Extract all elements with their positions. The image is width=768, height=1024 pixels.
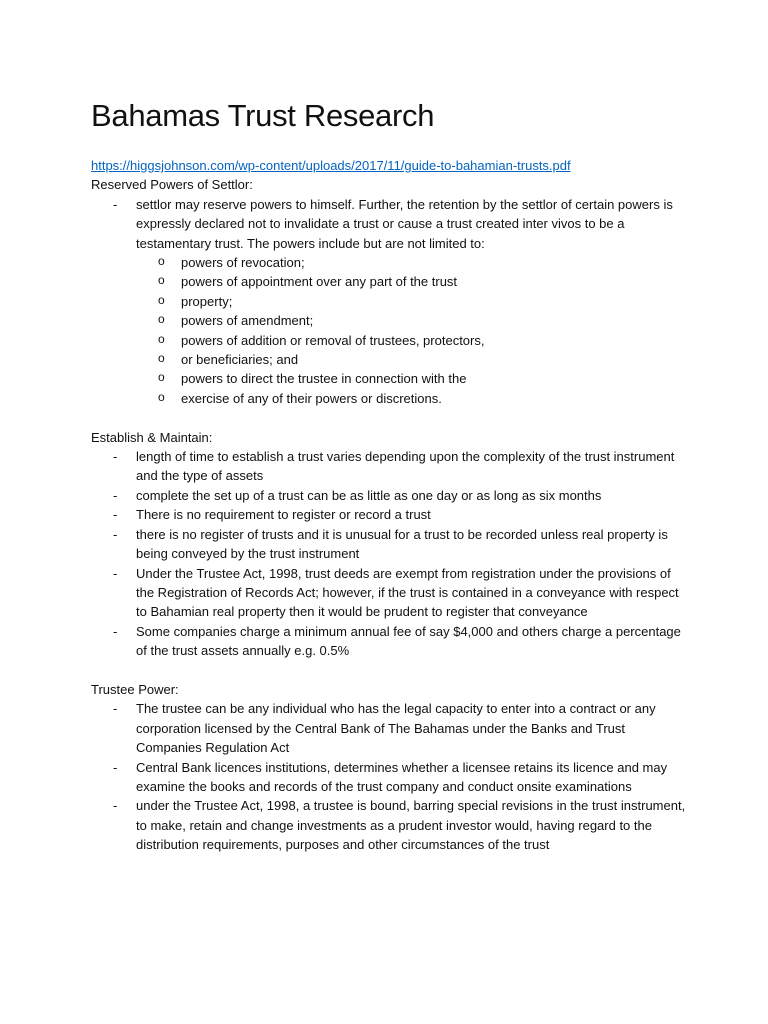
list-item [91, 505, 691, 524]
sub-list-item [136, 292, 691, 311]
section-establish-maintain [91, 428, 691, 661]
sub-list-item [136, 389, 691, 408]
sub-list-item [136, 331, 691, 350]
list-item [91, 486, 691, 505]
bullet-list [91, 195, 691, 408]
sub-list-item-text: powers of amendment; [181, 313, 314, 329]
sub-list-item-text: powers of addition or removal of trustees, protectors, [181, 332, 485, 348]
circle-marker: o [158, 292, 165, 307]
sub-list-item [136, 311, 691, 330]
list-item [91, 699, 691, 757]
sub-list-item-text: powers of revocation; [181, 255, 305, 271]
sub-list-item-text: property; [181, 293, 233, 309]
paragraph-gap [91, 661, 691, 680]
sub-list-item-text: powers of appointment over any part of the trust [181, 274, 458, 290]
section-heading: Reserved Powers of Settlor: [91, 177, 253, 193]
dash-marker: - [113, 526, 118, 542]
paragraph-gap [91, 408, 691, 427]
document-page [91, 96, 691, 855]
sub-list-item [136, 253, 691, 272]
list-item-text: Central Bank licences institutions, determines whether a licensee retains its licence and may examine the books and records of the trust company and conduct onsite examinations [136, 759, 668, 794]
source-link[interactable]: https://higgsjohnson.com/wp-content/uploads/2017/11/guide-to-bahamian-trusts.pdf [91, 158, 571, 173]
list-item-text: Some companies charge a minimum annual fee of say $4,000 and others charge a percentage of the trust assets annually e.g. 0.5% [136, 623, 681, 659]
bullet-list [91, 699, 691, 854]
circle-marker: o [158, 273, 165, 288]
list-item-text: There is no requirement to register or record a trust [136, 507, 431, 523]
section-trustee-power [91, 680, 691, 855]
bullet-list [91, 447, 691, 660]
document-body [91, 156, 691, 855]
dash-marker: - [113, 759, 118, 775]
list-item [91, 796, 691, 854]
section-heading: Trustee Power: [91, 681, 179, 697]
list-item-text: Under the Trustee Act, 1998, trust deeds are exempt from registration under the provisions of the Registration of Records Act; however, if the trust is contained in a conveyance with respect to Bahamian real property then it would be prudent to register that conveyance [136, 565, 679, 620]
dash-marker: - [113, 565, 118, 581]
circle-marker: o [158, 370, 165, 385]
circle-marker: o [158, 331, 165, 346]
sub-list-item-text: powers to direct the trustee in connection with the [181, 371, 467, 387]
circle-marker: o [158, 312, 165, 327]
list-item-text: settlor may reserve powers to himself. Further, the retention by the settlor of certain powers is expressly declared not to invalidate a trust or cause a trust created inter vivos to be a testamentary trust. The powers include but are not limited to: [136, 196, 673, 251]
list-item-text: The trustee can be any individual who has the legal capacity to enter into a contract or any corporation licensed by the Central Bank of The Bahamas under the Banks and Trust Companies Regulation Act [136, 701, 656, 756]
circle-marker: o [158, 351, 165, 366]
sub-list-item-text: exercise of any of their powers or discretions. [181, 390, 442, 406]
dash-marker: - [113, 196, 118, 212]
sub-list-item [136, 272, 691, 291]
dash-marker: - [113, 507, 118, 523]
list-item [91, 525, 691, 564]
list-item-text: under the Trustee Act, 1998, a trustee is bound, barring special revisions in the trust instrument, to make, retain and change investments as a prudent investor would, having regard to the distribution requirements, purposes and other circumstances of the trust [136, 798, 686, 853]
sub-list-item [136, 369, 691, 388]
sub-list-item [136, 350, 691, 369]
section-reserved-powers [91, 175, 691, 408]
list-item [91, 447, 691, 486]
sub-list-item-text: or beneficiaries; and [181, 352, 299, 368]
dash-marker: - [113, 623, 118, 639]
dash-marker: - [113, 798, 118, 814]
dash-marker: - [113, 487, 118, 503]
list-item-text: complete the set up of a trust can be as little as one day or as long as six months [136, 487, 602, 503]
list-item [91, 564, 691, 622]
circle-marker: o [158, 254, 165, 269]
document-title: Bahamas Trust Research [91, 98, 435, 133]
list-item [91, 195, 691, 408]
dash-marker: - [113, 449, 118, 465]
section-heading: Establish & Maintain: [91, 429, 213, 445]
dash-marker: - [113, 701, 118, 717]
list-item-text: length of time to establish a trust varies depending upon the complexity of the trust instrument and the type of assets [136, 449, 675, 484]
circle-marker: o [158, 389, 165, 404]
list-item [91, 622, 691, 661]
sub-bullet-list [136, 253, 691, 408]
list-item [91, 758, 691, 797]
list-item-text: there is no register of trusts and it is unusual for a trust to be recorded unless real property is being conveyed by the trust instrument [136, 526, 668, 562]
